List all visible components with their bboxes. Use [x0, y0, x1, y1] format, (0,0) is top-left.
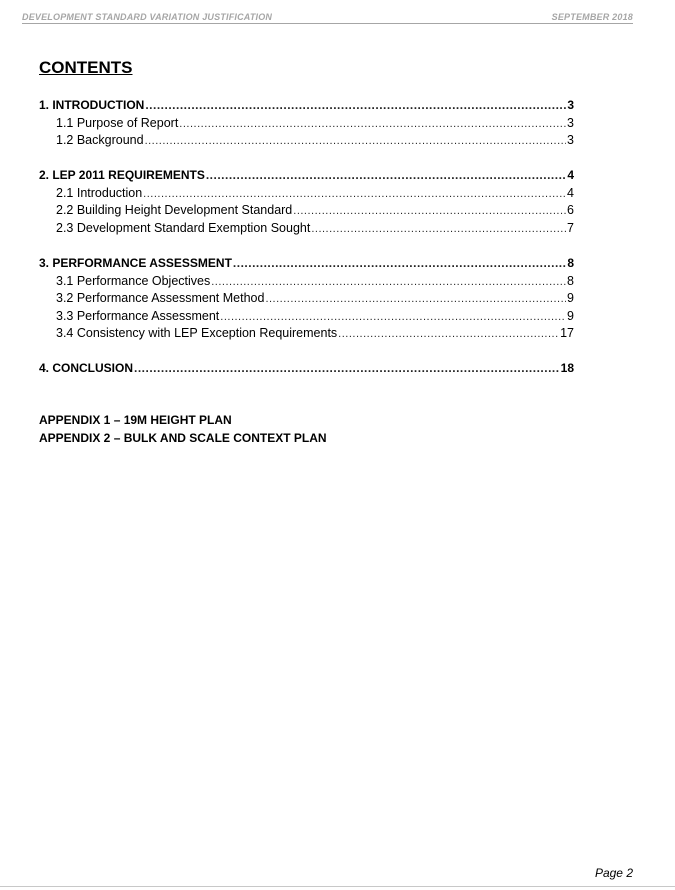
toc-entry-label: 2. LEP 2011 REQUIREMENTS	[39, 168, 205, 182]
header-date: SEPTEMBER 2018	[551, 12, 633, 22]
dot-leader	[311, 221, 566, 235]
dot-leader	[211, 274, 566, 288]
toc-entry-label: 1. INTRODUCTION	[39, 98, 145, 112]
toc-subentry[interactable]	[39, 133, 574, 151]
toc-entry-page: 4	[567, 168, 574, 182]
dot-leader	[265, 291, 566, 305]
page-number: Page 2	[594, 866, 633, 880]
toc-entry-page: 8	[567, 256, 574, 270]
toc-subentry-label: 2.2 Building Height Development Standard	[56, 203, 293, 217]
dot-leader	[220, 309, 566, 323]
toc-section-3	[39, 256, 574, 344]
footer-rule	[0, 886, 675, 887]
toc-subentry[interactable]	[39, 203, 574, 221]
dot-leader	[145, 133, 566, 147]
dot-leader	[145, 98, 566, 112]
toc-subentry[interactable]	[39, 309, 574, 327]
toc-section-2	[39, 168, 574, 238]
toc-subentry-page: 3	[567, 133, 574, 147]
toc-subentry-label: 3.3 Performance Assessment	[56, 308, 220, 323]
dot-leader	[143, 186, 566, 200]
toc-subentry-page: 9	[567, 291, 574, 305]
toc-subentry-label: 1.2 Background	[56, 133, 144, 147]
toc-subentry-page: 4	[567, 185, 574, 200]
toc-subentry[interactable]	[39, 291, 574, 309]
appendix-entry[interactable]: APPENDIX 1 – 19M HEIGHT PLAN	[39, 413, 232, 427]
dot-leader	[293, 203, 566, 217]
dot-leader	[338, 326, 559, 340]
toc-subentry-page: 8	[567, 273, 574, 288]
toc-subentry-label: 3.4 Consistency with LEP Exception Requirements	[56, 326, 338, 340]
toc-subentry-page: 17	[560, 326, 574, 340]
toc-subentry[interactable]	[39, 274, 574, 292]
contents-title: CONTENTS	[39, 58, 133, 77]
toc-subentry[interactable]	[39, 186, 574, 204]
toc-section-4	[39, 361, 574, 379]
toc-section-1	[39, 98, 574, 151]
header-rule	[22, 23, 633, 24]
header-document-title: DEVELOPMENT STANDARD VARIATION JUSTIFICATION	[22, 12, 273, 22]
toc-subentry-page: 7	[567, 220, 574, 235]
toc-subentry-label: 2.1 Introduction	[56, 185, 143, 200]
toc-subentry-label: 3.2 Performance Assessment Method	[56, 291, 265, 305]
dot-leader	[206, 168, 566, 182]
appendix-entry[interactable]: APPENDIX 2 – BULK AND SCALE CONTEXT PLAN	[39, 431, 327, 445]
toc-entry-label: 3. PERFORMANCE ASSESSMENT	[39, 256, 232, 270]
toc-subentry-page: 9	[567, 308, 574, 323]
toc-subentry-label: 2.3 Development Standard Exemption Sought	[56, 220, 311, 235]
toc-entry[interactable]	[39, 361, 574, 379]
dot-leader	[179, 116, 566, 130]
toc-entry[interactable]	[39, 168, 574, 186]
toc-entry[interactable]	[39, 256, 574, 274]
dot-leader	[233, 256, 566, 270]
toc-subentry-label: 1.1 Purpose of Report	[56, 115, 179, 130]
toc-entry-label: 4. CONCLUSION	[39, 361, 134, 375]
toc-subentry-page: 6	[567, 203, 574, 217]
dot-leader	[134, 361, 560, 375]
toc-entry-page: 3	[567, 98, 574, 112]
toc-subentry-label: 3.1 Performance Objectives	[56, 273, 211, 288]
toc-subentry[interactable]	[39, 116, 574, 134]
toc-subentry[interactable]	[39, 221, 574, 239]
toc-entry-page: 18	[560, 361, 574, 375]
toc-subentry-page: 3	[567, 115, 574, 130]
toc-subentry[interactable]	[39, 326, 574, 344]
toc-entry[interactable]	[39, 98, 574, 116]
